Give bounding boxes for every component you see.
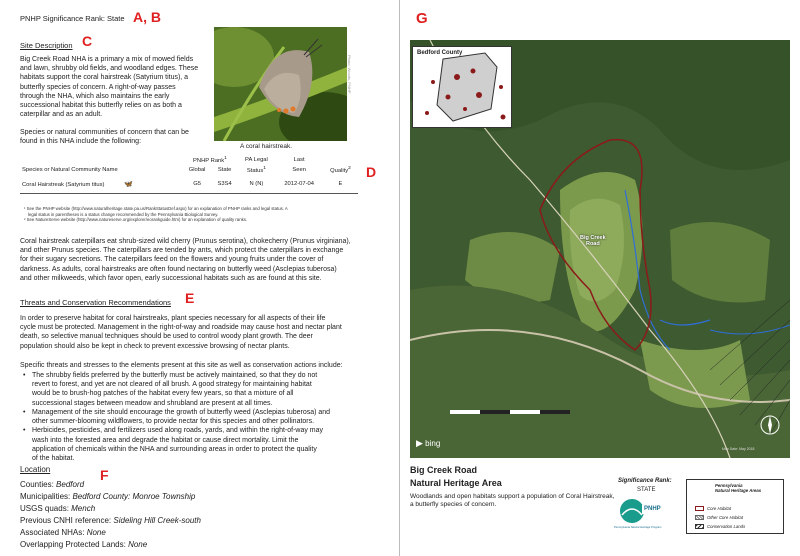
bing-logo: ▶ bing xyxy=(416,438,441,448)
annotation-label-ab: A, B xyxy=(133,9,161,25)
significance-label: Significance Rank: xyxy=(618,478,672,484)
recommendations-line: In order to preserve habitat for coral hairstreaks, plant species necessary for all aspects of their life xyxy=(20,315,326,322)
footnote-line: ² See NatureServe website (http://www.natureserve.org/explorer/eorankguide.htm) for an explanation of quality ranks. xyxy=(24,217,248,223)
cell-seen: 2012-07-04 xyxy=(275,175,323,194)
header-quality: Quality$^2$ xyxy=(330,165,351,174)
cell-state: S3S4 xyxy=(212,175,238,194)
legend-item-core: Core Habitat xyxy=(695,506,731,511)
intro-line: Big Creek Road NHA is a primary a mix of mowed fields xyxy=(20,56,194,63)
county-outline xyxy=(413,47,513,129)
threats-list xyxy=(20,371,375,463)
legend-item-other-core: Other Core Habitat xyxy=(695,515,743,520)
logo-subtext: Pennsylvania Natural Heritage Program xyxy=(614,526,662,529)
ecology-line: and other milkweeds, which favor open, early successional habitats such as are found at this site. xyxy=(20,274,322,282)
location-municipalities: Municipalities: Bedford County: Monroe Township xyxy=(20,492,196,501)
ecology-line: darkness. As adults, coral hairstreaks are often found nectaring on butterfly weed (Asclepias tuberosa) xyxy=(20,265,337,273)
ecology-line: and other Prunus species. The caterpillars are tended by ants, which protect the caterpillars in exchange xyxy=(20,247,344,255)
header-status: Status$^1$ xyxy=(246,165,266,174)
intro-line: caterpillar and as an adult. xyxy=(20,111,103,119)
footnotes xyxy=(24,206,288,223)
species-table xyxy=(20,155,358,194)
significance-value: STATE xyxy=(637,487,656,493)
recommendations-line: population should also be kept in check to prevent excessive browsing of nectar plants. xyxy=(20,342,290,350)
intro-line: habitats support the coral hairstreak (Satyrium titus), a xyxy=(20,74,189,82)
map-date: Map Date: May 2018 xyxy=(722,447,755,451)
site-description-heading: Site Description xyxy=(20,41,73,50)
map-description: Woodlands and open habitats support a population of Coral Hairstreak, a butterfly species of concern. xyxy=(410,493,615,509)
annotation-label-g: G xyxy=(416,10,428,27)
header-pnhp-rank: PNHP Rank$^1$ xyxy=(193,156,227,164)
intro-line: through the NHA, which also maintains the early xyxy=(20,92,170,100)
ecology-line: Coral hairstreak caterpillars eat shrub-sized wild cherry (Prunus serotina), chokecherry (Prunus virginiana), xyxy=(20,238,351,245)
recommendations-line: death, so selective manual techniques should be used to control woody plant growth. The deer xyxy=(20,333,313,341)
species-intro-line: found in this NHA include the following: xyxy=(20,138,142,146)
location-previous-reference: Previous CNHI reference: Sideling Hill Creek-south xyxy=(20,516,201,525)
header-seen: Seen xyxy=(292,166,306,173)
logo-text: PNHP xyxy=(644,506,661,512)
report-page-right xyxy=(400,0,800,556)
header-pa-legal: PA Legal xyxy=(245,156,268,163)
table-header-row-1 xyxy=(20,155,358,165)
header-last: Last xyxy=(293,156,305,163)
annotation-label-e: E xyxy=(185,290,195,306)
annotation-label-f: F xyxy=(100,467,109,483)
table-row xyxy=(20,175,358,194)
footnote-line: ¹ See the PNHP website (http://www.naturalheritage.state.pa.us/RankStatusDef.aspx) for an explanation of PNHP ranks and legal status. A xyxy=(24,206,288,211)
location-protected-lands: Overlapping Protected Lands: None xyxy=(20,540,148,549)
species-intro xyxy=(20,128,215,146)
threats-intro: Specific threats and stresses to the elements present at this site as well as conservation actions include: xyxy=(20,362,343,369)
cell-global: G5 xyxy=(182,175,211,194)
county-inset-map xyxy=(412,46,512,128)
map-title: Big Creek Road xyxy=(410,465,478,475)
cell-status: N (N) xyxy=(237,175,275,194)
header-global: Global xyxy=(188,166,206,173)
bullet-icon: • xyxy=(23,408,26,416)
location-counties: Counties: Bedford xyxy=(20,480,85,489)
map-legend xyxy=(686,479,784,534)
list-item: • Herbicides, pesticides, and fertilizers used along roads, yards, and within the right-of-way may wash into the forested area and degrade the habitat or cause direct mortality. Limit the application of chemicals within the NHA and surrounding areas in order to protect the quality of the habitat. xyxy=(23,427,324,463)
table-header-row-2 xyxy=(20,165,358,175)
cell-species: Coral Hairstreak (Satyrium titus) 🦋 xyxy=(20,175,182,194)
inset-title: Bedford County xyxy=(417,50,463,56)
annotation-label-d: D xyxy=(366,164,377,180)
photo-caption: A coral hairstreak. xyxy=(240,143,293,150)
pnhp-logo xyxy=(614,497,666,535)
bullet-icon: • xyxy=(23,372,26,379)
footnote-line: legal status in parentheses is a status change recommended by the Pennsylvania Biological Survey. xyxy=(28,211,219,217)
legend-title: Pennsylvania Natural Heritage Areas xyxy=(715,483,762,493)
map-place-label: Big Creek Road xyxy=(580,235,606,248)
butterfly-icon: 🦋 xyxy=(124,180,133,188)
intro-paragraph xyxy=(20,55,215,120)
butterfly-photo xyxy=(214,27,347,141)
ecology-paragraph xyxy=(20,237,385,283)
recommendations-paragraph xyxy=(20,314,385,351)
bullet-icon: • xyxy=(23,427,26,435)
list-item: • The shrubby fields preferred by the butterfly must be actively maintained, so that they do not revert to forest, and yet are not cleared of all brush. A good strategy for maintaining habitat would be to brush-hog patches of the habitat every few years, so that a mixture of all successional stages between meadow and shrubland are present at all times. xyxy=(23,372,318,407)
significance-rank: PNHP Significance Rank: State xyxy=(20,14,125,23)
location-usgs-quads: USGS quads: Mench xyxy=(20,504,96,513)
list-item: • Management of the site should encourage the growth of butterfly weed (Asclepias tuberosa) and other summer-blooming wildflowers, to provide nectar for this species and other pollinators. xyxy=(23,408,331,426)
ecology-line: for their sugary secretions. The caterpillars feed on the flowers and young fruits under the cover of xyxy=(20,256,324,264)
annotation-label-c: C xyxy=(82,33,93,49)
intro-line: and lawn, shrubby old fields, and woodland edges. These xyxy=(20,65,199,73)
recommendations-line: cycle must be protected. Management in the right-of-way and roadside may cause host and nectar plant xyxy=(20,324,342,332)
header-state: State xyxy=(217,166,232,173)
cell-quality: E xyxy=(323,175,358,194)
map-subtitle-heading: Natural Heritage Area xyxy=(410,478,502,488)
intro-line: butterfly species of concern. A right-of-way passes xyxy=(20,83,176,91)
threats-heading: Threats and Conservation Recommendations xyxy=(20,298,171,307)
intro-line: successional habitat this butterfly relies on as both a xyxy=(20,102,182,110)
location-associated-nhas: Associated NHAs: None xyxy=(20,528,106,537)
photo-credit: Photo: Woods, PNHP xyxy=(347,55,352,94)
species-intro-line: Species or natural communities of concern that can be xyxy=(20,129,189,136)
location-heading: Location xyxy=(20,465,51,474)
legend-item-conservation: Conservation Lands xyxy=(695,524,745,529)
header-species-name: Species or Natural Community Name xyxy=(22,166,118,173)
